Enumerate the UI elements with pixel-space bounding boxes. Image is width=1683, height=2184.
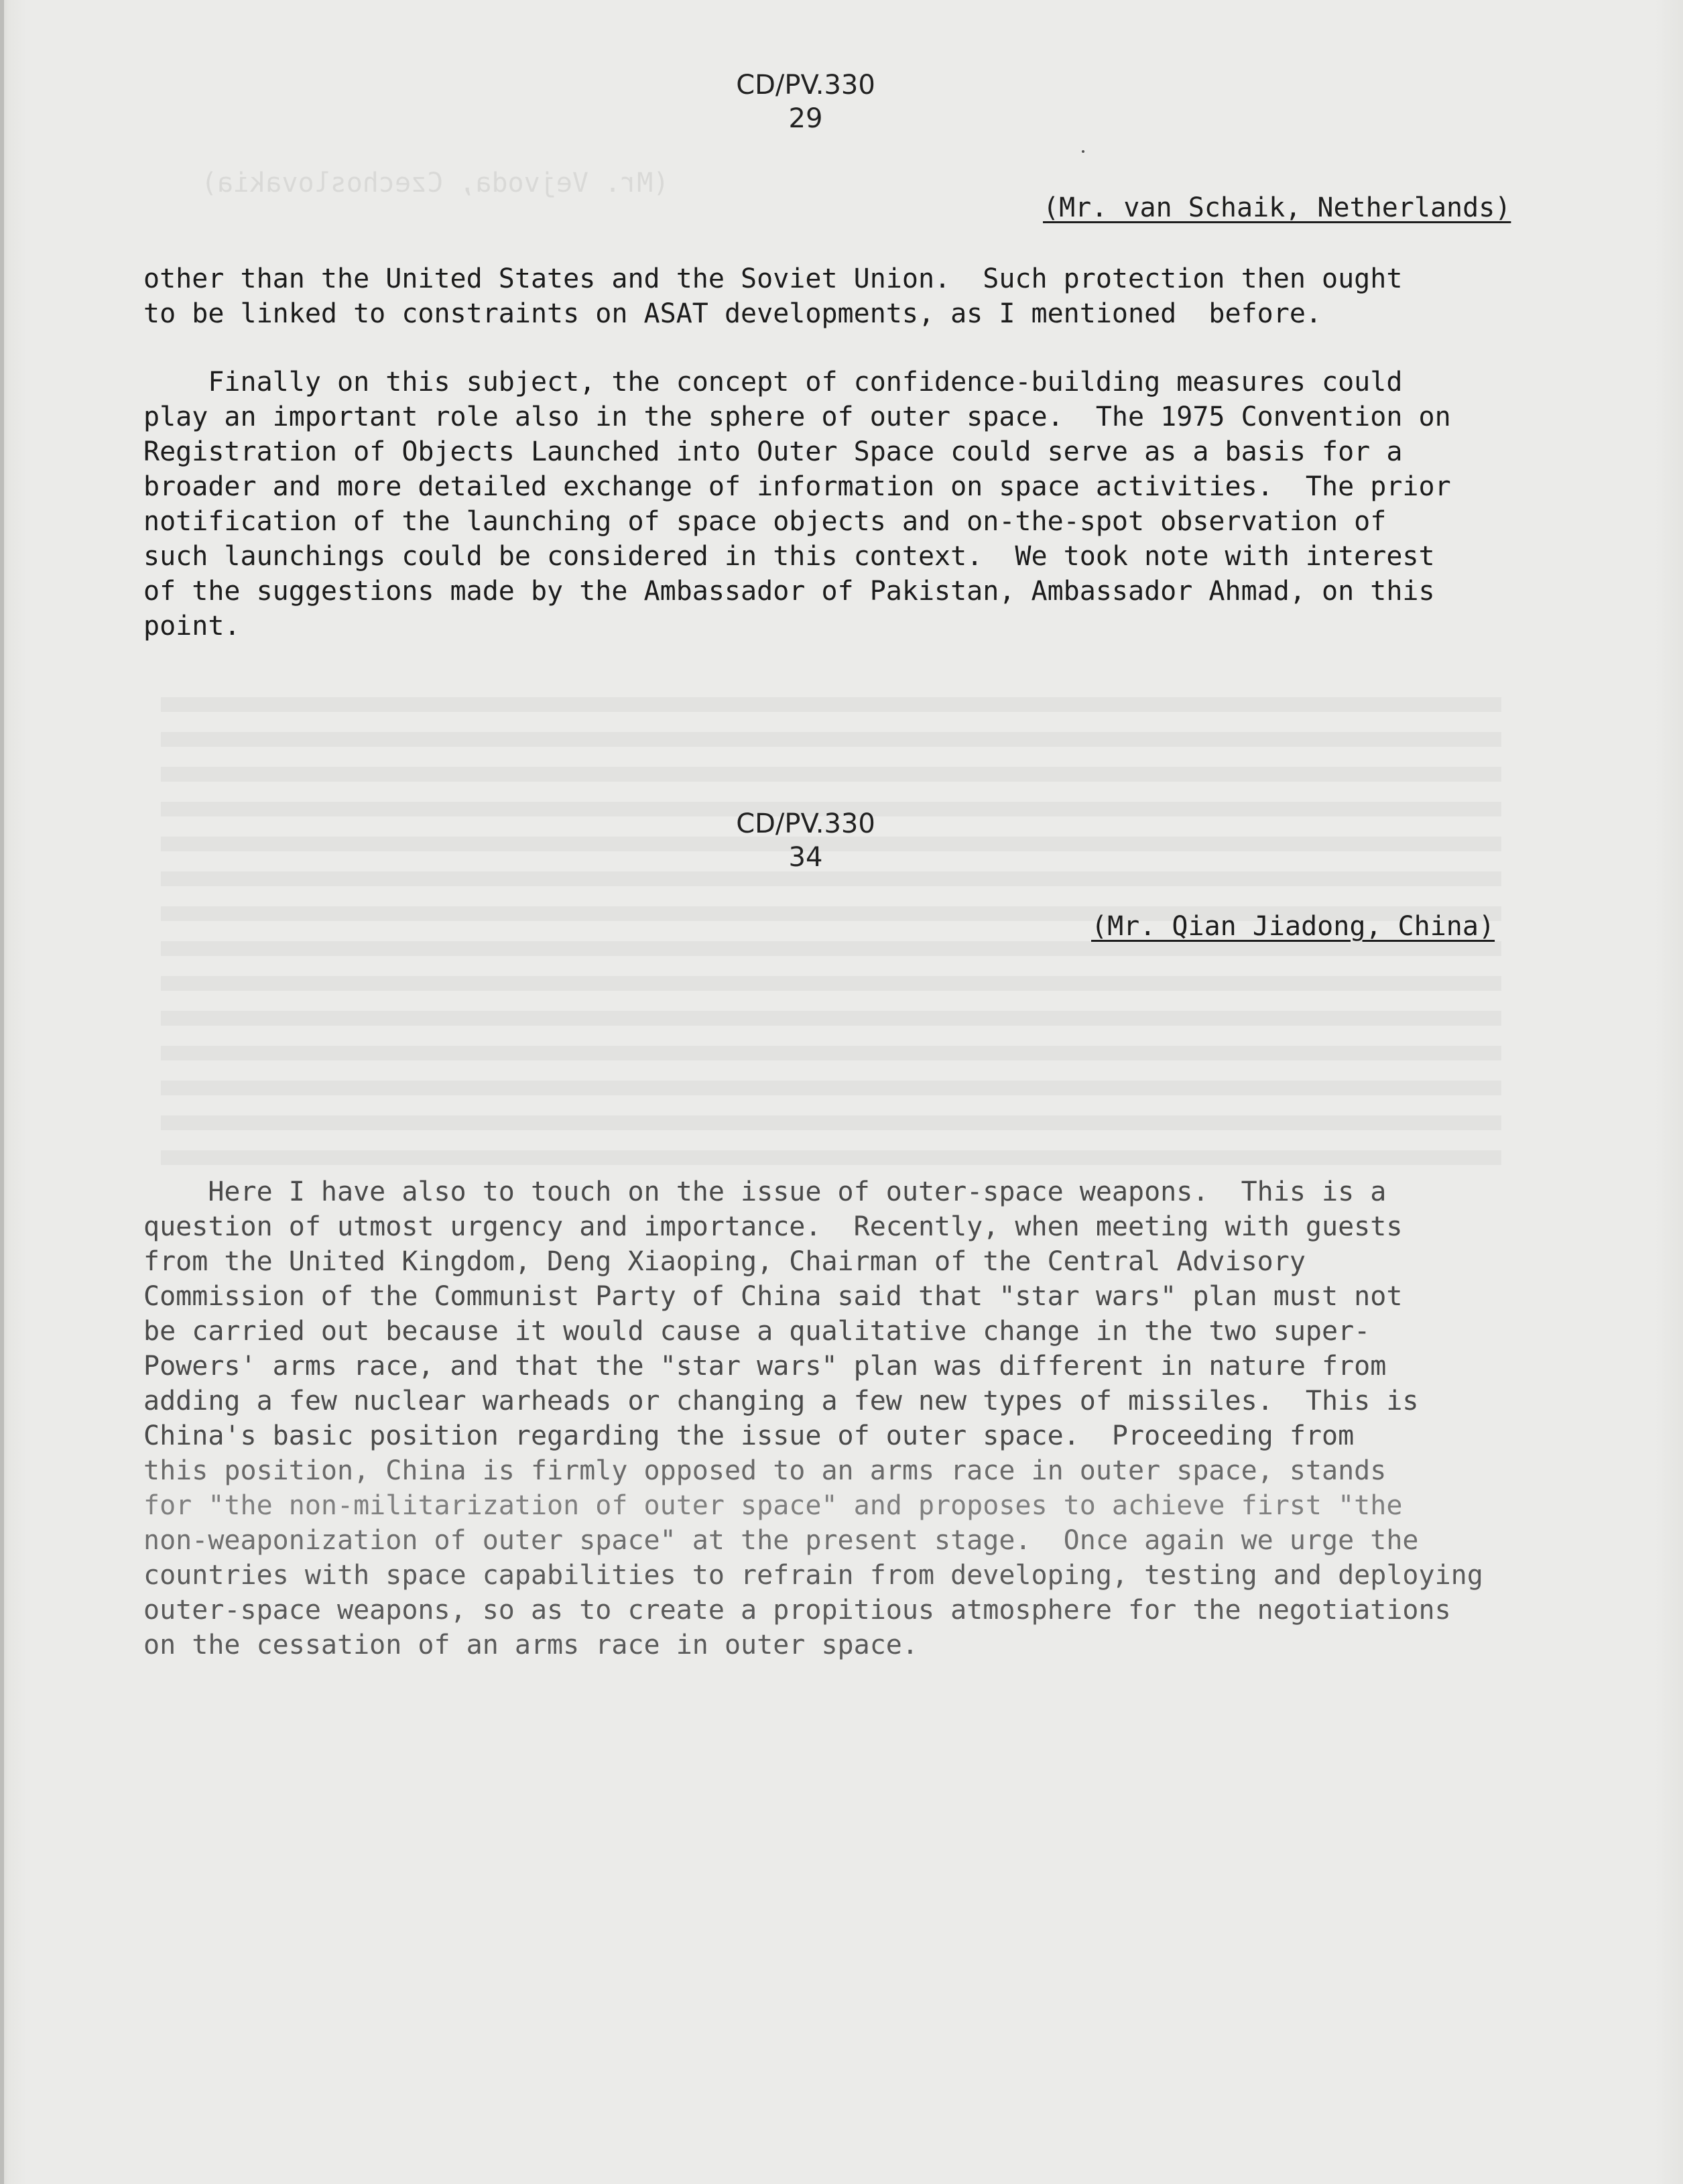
text-line: point. (143, 611, 241, 642)
text-line: countries with space capabilities to refrain from developing, testing and deploying (143, 1560, 1483, 1591)
section1-page-number: 29 (788, 103, 823, 134)
text-line: other than the United States and the Soviet Union. Such protection then ought (143, 263, 1403, 294)
text-line: Powers' arms race, and that the "star wars" plan was different in nature from (143, 1351, 1387, 1382)
text-line: notification of the launching of space objects and on-the-spot observation of (143, 506, 1387, 537)
speck (1082, 150, 1084, 153)
text-line: Commission of the Communist Party of China said that "star wars" plan must not (143, 1281, 1403, 1312)
text-line: Registration of Objects Launched into Outer Space could serve as a basis for a (143, 436, 1403, 467)
section1-paragraph-1 (143, 261, 1558, 331)
page-edge-shadow (0, 0, 4, 2184)
text-line: non-weaponization of outer space" at the present stage. Once again we urge the (143, 1525, 1419, 1556)
text-line: question of utmost urgency and importance. Recently, when meeting with guests (143, 1211, 1403, 1242)
text-line: China's basic position regarding the issue of outer space. Proceeding from (143, 1420, 1355, 1451)
bleed-through-text: (Mr. Vejvoda, Czechoslovakia) (201, 168, 670, 198)
section2-speaker-name: (Mr. Qian Jiadong, China) (1091, 911, 1495, 942)
section1-speaker-name: (Mr. van Schaik, Netherlands) (1043, 192, 1511, 223)
text-line: adding a few nuclear warheads or changing a few new types of missiles. This is (143, 1386, 1419, 1416)
text-line: of the suggestions made by the Ambassador of Pakistan, Ambassador Ahmad, on this (143, 576, 1435, 607)
section1-speaker (1043, 192, 1511, 224)
section2-speaker (1091, 910, 1495, 943)
text-line: to be linked to constraints on ASAT developments, as I mentioned before. (143, 298, 1322, 329)
text-line: from the United Kingdom, Deng Xiaoping, Chairman of the Central Advisory (143, 1246, 1306, 1277)
text-line: outer-space weapons, so as to create a propitious atmosphere for the negotiations (143, 1595, 1451, 1626)
text-line: for "the non-militarization of outer space" and proposes to achieve first "the (143, 1490, 1403, 1521)
section1-header (672, 68, 940, 135)
section2-paragraph (143, 1174, 1605, 1662)
section2-header (672, 807, 940, 874)
section1-paragraph-2 (143, 365, 1558, 644)
text-line: such launchings could be considered in this context. We took note with interest (143, 541, 1435, 572)
text-line: Here I have also to touch on the issue of outer-space weapons. This is a (143, 1176, 1387, 1207)
text-line: broader and more detailed exchange of information on space activities. The prior (143, 471, 1451, 502)
text-line: play an important role also in the sphere of outer space. The 1975 Convention on (143, 402, 1451, 432)
text-line: be carried out because it would cause a qualitative change in the two super- (143, 1316, 1371, 1347)
section1-doc-ref: CD/PV.330 (736, 70, 875, 101)
text-line: on the cessation of an arms race in outer space. (143, 1630, 918, 1660)
text-line: Finally on this subject, the concept of confidence-building measures could (143, 367, 1403, 398)
section2-page-number: 34 (788, 842, 823, 873)
text-line: this position, China is firmly opposed to an arms race in outer space, stands (143, 1455, 1387, 1486)
section2-doc-ref: CD/PV.330 (736, 808, 875, 839)
